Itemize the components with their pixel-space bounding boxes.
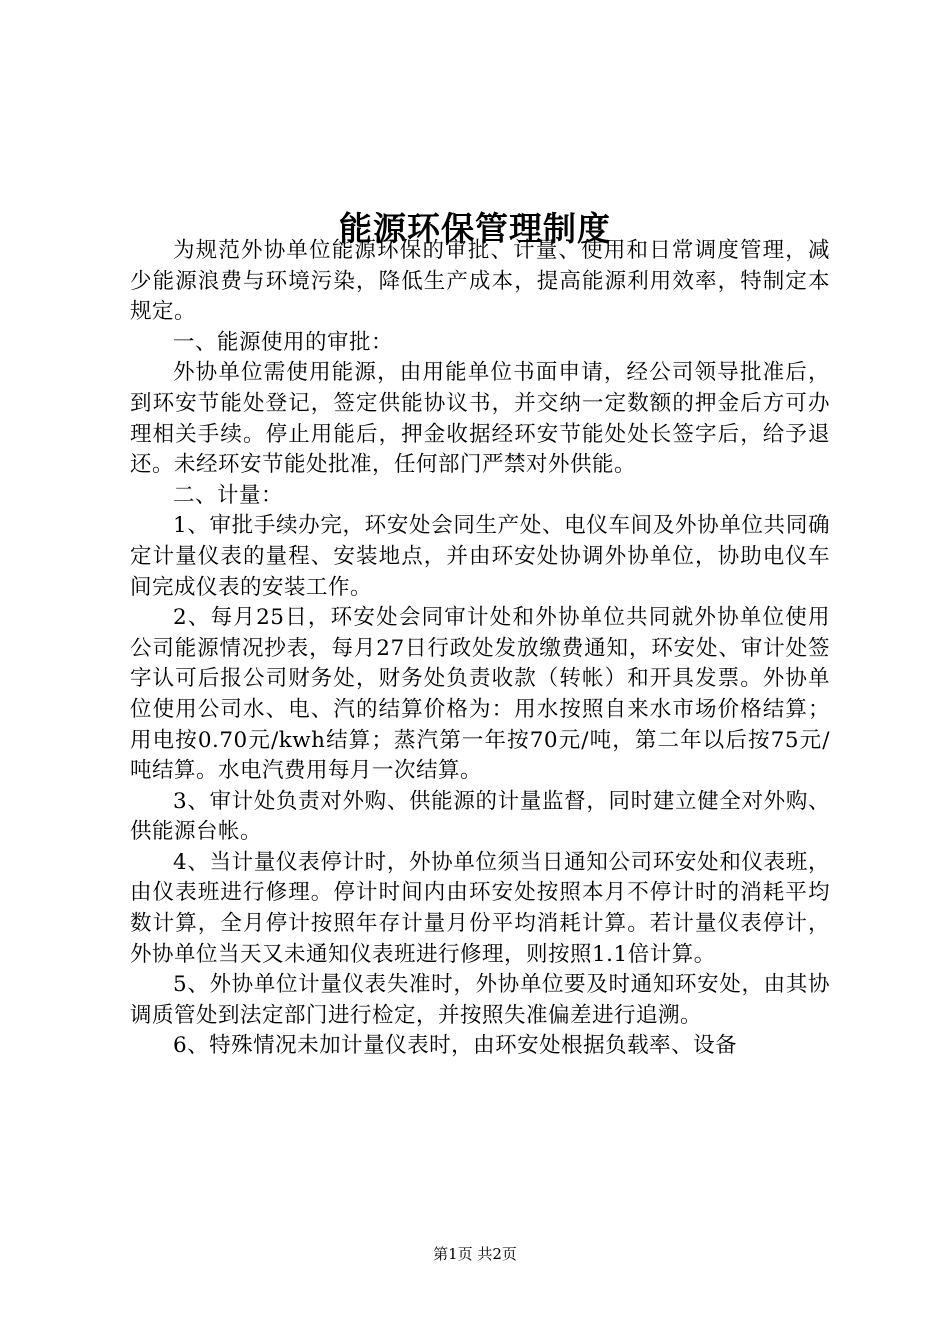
approval-paragraph: 外协单位需使用能源，由用能单位书面申请，经公司领导批准后，到环安节能处登记，签定供能协议书，并交纳一定数额的押金后方可办理相关手续。停止用能后，押金收据经环安节能处处长签字后，给予退还。未经环安节能处批准，任何部门严禁对外供能。 (130, 360, 830, 478)
metering-item-1: 1、审批手续办完，环安处会同生产处、电仪车间及外协单位共同确定计量仪表的量程、安装地点，并由环安处协调外协单位，协助电仪车间完成仪表的安装工作。 (130, 513, 830, 600)
intro-paragraph: 为规范外协单位能源环保的审批、计量、使用和日常调度管理，减少能源浪费与环境污染，降低生产成本，提高能源利用效率，特制定本规定。 (130, 238, 830, 325)
page-footer: 第1页 共2页 (433, 1245, 517, 1263)
metering-item-6: 6、特殊情况未加计量仪表时，由环安处根据负载率、设备 (173, 1033, 738, 1059)
metering-item-5: 5、外协单位计量仪表失准时，外协单位要及时通知环安处，由其协调质管处到法定部门进行检定，并按照失准偏差进行追溯。 (130, 972, 830, 1028)
metering-item-3: 3、审计处负责对外购、供能源的计量监督，同时建立健全对外购、供能源台帐。 (130, 788, 830, 845)
page-title: 能源环保管理制度 (339, 209, 611, 249)
section-heading-metering: 二、计量： (173, 482, 284, 508)
section-heading-approval: 一、能源使用的审批： (173, 329, 394, 355)
document-body (130, 236, 830, 1062)
metering-item-4: 4、当计量仪表停计时，外协单位须当日通知公司环安处和仪表班，由仪表班进行修理。停计时间内由环安处按照本月不停计时的消耗平均数计算，全月停计按照年存计量月份平均消耗计算。若计量仪表停计，外协单位当天又未通知仪表班进行修理，则按照1.1倍计算。 (130, 849, 830, 967)
metering-item-2: 2、每月25日，环安处会同审计处和外协单位共同就外协单位使用公司能源情况抄表，每月27日行政处发放缴费通知，环安处、审计处签字认可后报公司财务处，财务处负责收款（转帐）和开具发票。外协单位使用公司水、电、汽的结算价格为：用水按照自来水市场价格结算；用电按0.70元/kwh结算；蒸汽第一年按70元/吨，第二年以后按75元/吨结算。水电汽费用每月一次结算。 (130, 605, 830, 784)
